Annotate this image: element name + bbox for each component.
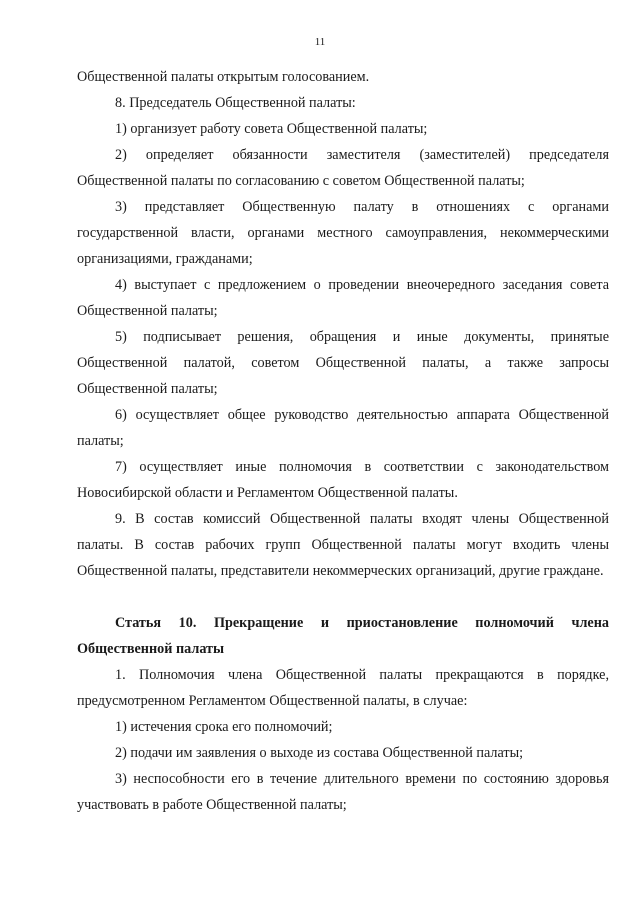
paragraph: 1. Полномочия члена Общественной палаты прекращаются в порядке, предусмотренном Регламентом Общественной палаты, в случае: <box>77 667 609 709</box>
document-body <box>77 64 609 818</box>
paragraph: 3) представляет Общественную палату в отношениях с органами государственной власти, органами местного самоуправления, некоммерческими организациями, гражданами; <box>77 199 609 267</box>
article-heading: Статья 10. Прекращение и приостановление полномочий члена Общественной палаты <box>77 615 609 657</box>
paragraph: 5) подписывает решения, обращения и иные документы, принятые Общественной палатой, советом Общественной палаты, а также запросы Общественной палаты; <box>77 329 609 397</box>
page-number: 11 <box>314 36 326 48</box>
paragraph: 6) осуществляет общее руководство деятельностью аппарата Общественной палаты; <box>77 407 609 449</box>
paragraph: 2) определяет обязанности заместителя (заместителей) председателя Общественной палаты по согласованию с советом Общественной палаты; <box>77 147 609 189</box>
paragraph: 1) организует работу совета Общественной палаты; <box>115 121 428 137</box>
paragraph: 8. Председатель Общественной палаты: <box>115 95 356 111</box>
paragraph: Общественной палаты открытым голосованием. <box>77 69 370 85</box>
paragraph: 3) неспособности его в течение длительного времени по состоянию здоровья участвовать в работе Общественной палаты; <box>77 771 609 813</box>
paragraph: 1) истечения срока его полномочий; <box>115 719 333 735</box>
paragraph: 4) выступает с предложением о проведении внеочередного заседания совета Общественной палаты; <box>77 277 609 319</box>
paragraph: 2) подачи им заявления о выходе из состава Общественной палаты; <box>115 745 524 761</box>
paragraph: 7) осуществляет иные полномочия в соответствии с законодательством Новосибирской области и Регламентом Общественной палаты. <box>77 459 609 501</box>
paragraph: 9. В состав комиссий Общественной палаты входят члены Общественной палаты. В состав рабочих групп Общественной палаты могут входить члены Общественной палаты, представители некоммерческих организаций, другие граждане. <box>77 511 609 579</box>
